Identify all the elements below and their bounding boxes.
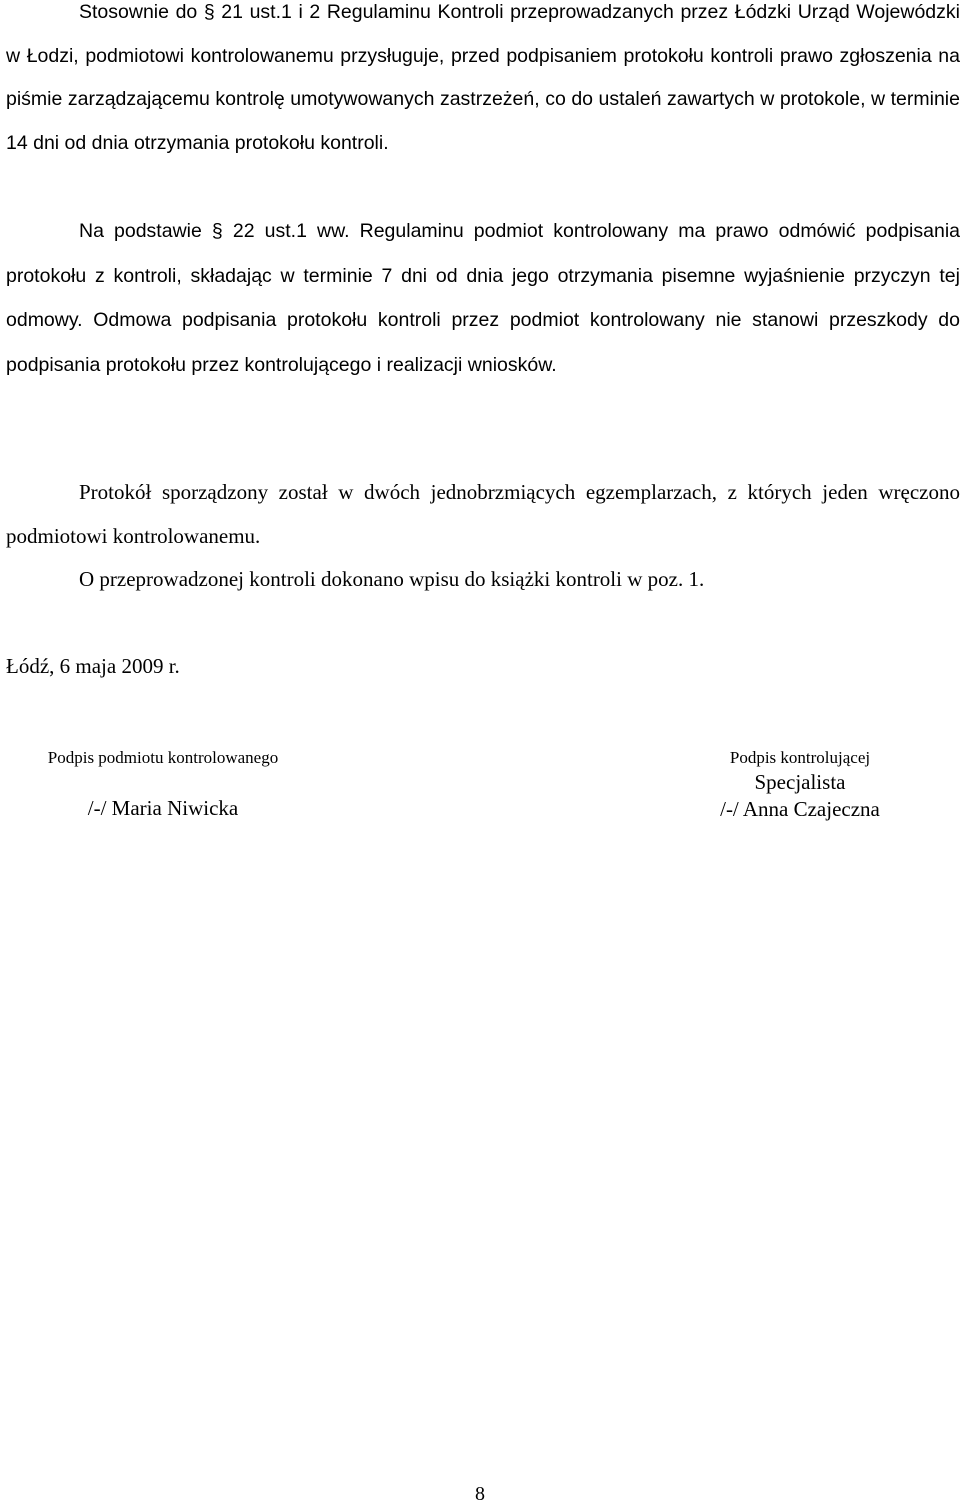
paragraph-copies: Protokół sporządzony został w dwóch jednobrzmiących egzemplarzach, z których jeden wręczono podmiotowi kontrolowanemu. [6,480,960,548]
paragraph-inspection-book-entry: O przeprowadzonej kontroli dokonano wpisu do książki kontroli w poz. 1. [79,567,705,591]
paragraph-complaint-rights: Stosownie do § 21 ust.1 i 2 Regulaminu Kontroli przeprowadzanych przez Łódzki Urząd Wojewódzki w Łodzi, podmiotowi kontrolowanemu przysługuje, przed podpisaniem protokołu kontroli prawo zgłoszenia na piśmie zarządzającemu kontrolę umotywowanych zastrzeżeń, co do ustaleń zawartych w protokole, w terminie 14 dni od dnia otrzymania protokołu kontroli. [6,1,960,155]
signature-label-inspector: Podpis kontrolującej [729,748,871,767]
signature-label-inspected-party: Podpis podmiotu kontrolowanego [47,748,279,767]
signature-name-inspected-party: /-/ Maria Niwicka [87,796,239,820]
paragraph-refusal-rights: Na podstawie § 22 ust.1 ww. Regulaminu podmiot kontrolowany ma prawo odmówić podpisania protokołu z kontroli, składając w terminie 7 dni od dnia jego otrzymania pisemne wyjaśnienie przyczyn tej odmowy. Odmowa podpisania protokołu kontroli przez podmiot kontrolowany nie stanowi przeszkody do podpisania protokołu przez kontrolującego i realizacji wniosków. [6,220,960,376]
page-number: 8 [475,1483,485,1505]
signature-name-inspector: /-/ Anna Czajeczna [720,797,880,821]
signature-role-inspector: Specjalista [754,770,846,794]
signature-block-inspector [680,747,920,823]
signature-block-inspected-party [10,747,316,822]
place-and-date: Łódź, 6 maja 2009 r. [6,654,180,678]
